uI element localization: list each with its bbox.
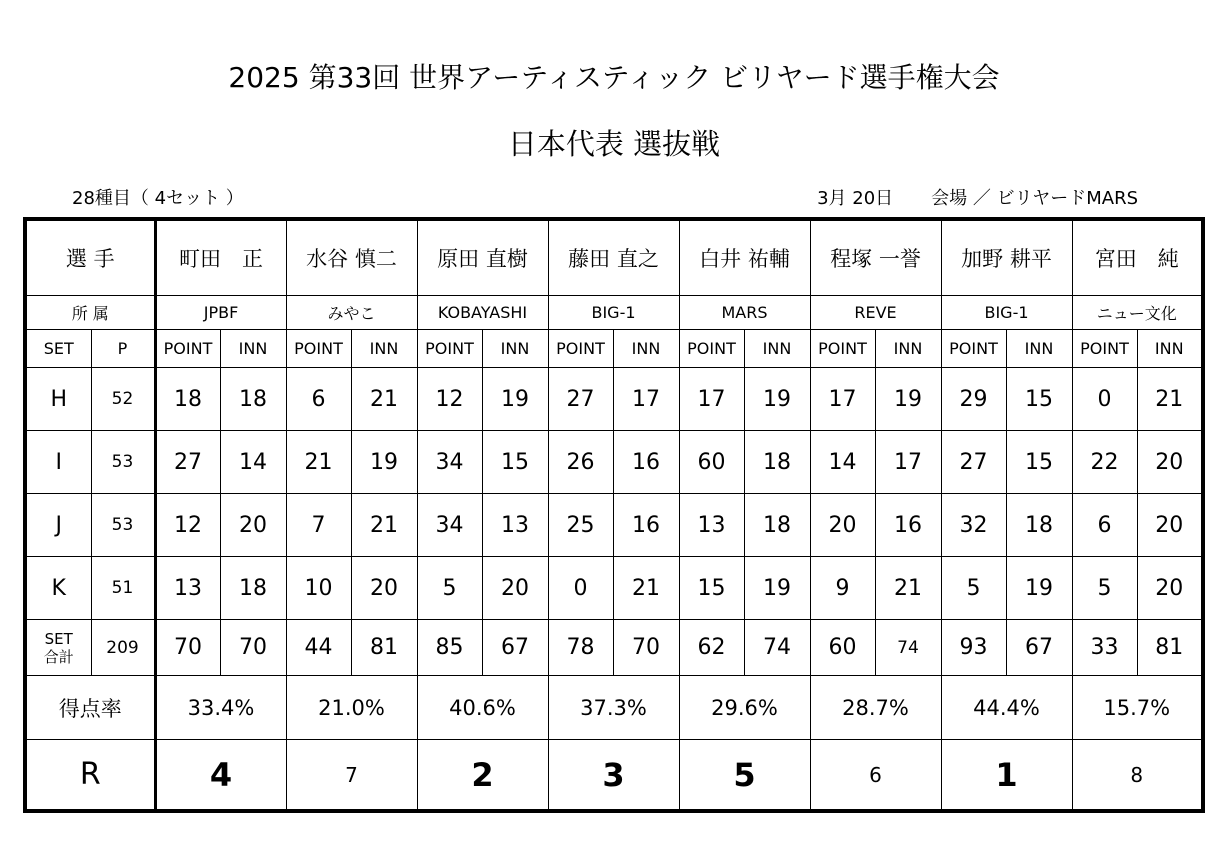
rank-cell: 3 [548,740,679,812]
set-row [25,431,1203,494]
inn-column-header: INN [744,330,810,368]
score-rate-cell: 21.0% [286,676,417,740]
point-cell: 5 [417,557,482,620]
player-club: REVE [810,296,941,330]
inn-cell: 19 [482,368,548,431]
rank-cell: 8 [1072,740,1203,812]
inn-cell: 20 [1137,557,1203,620]
rank-cell: 2 [417,740,548,812]
rank-cell: 1 [941,740,1072,812]
inn-cell: 19 [875,368,941,431]
point-cell: 27 [941,431,1006,494]
total-point-cell: 62 [679,620,744,676]
player-name: 程塚 一誉 [810,219,941,296]
rank-label: R [25,740,155,812]
inn-column-header: INN [220,330,286,368]
inn-cell: 20 [482,557,548,620]
player-name: 白井 祐輔 [679,219,810,296]
player-club: JPBF [155,296,286,330]
point-cell: 0 [548,557,613,620]
point-column-header: POINT [941,330,1006,368]
player-name: 町田 正 [155,219,286,296]
inn-cell: 15 [482,431,548,494]
rank-cell: 6 [810,740,941,812]
total-inn-cell: 81 [351,620,417,676]
inn-column-header: INN [1006,330,1072,368]
point-cell: 0 [1072,368,1137,431]
player-club: BIG-1 [548,296,679,330]
inn-column-header: INN [482,330,548,368]
score-rate-cell: 40.6% [417,676,548,740]
player-name: 宮田 純 [1072,219,1203,296]
inn-cell: 21 [613,557,679,620]
point-column-header: POINT [548,330,613,368]
set-row [25,557,1203,620]
point-cell: 13 [155,557,220,620]
point-cell: 17 [679,368,744,431]
point-cell: 13 [679,494,744,557]
rank-cell: 4 [155,740,286,812]
inn-column-header: INN [613,330,679,368]
set-name: K [25,557,91,620]
score-rate-cell: 29.6% [679,676,810,740]
club-row [25,296,1203,330]
inn-cell: 15 [1006,368,1072,431]
inn-column-header: INN [875,330,941,368]
set-total-row [25,620,1203,676]
inn-cell: 13 [482,494,548,557]
set-p: 53 [91,494,155,557]
point-cell: 10 [286,557,351,620]
total-point-cell: 44 [286,620,351,676]
inn-cell: 18 [220,557,286,620]
player-name-row [25,219,1203,296]
total-inn-cell: 70 [613,620,679,676]
point-cell: 27 [155,431,220,494]
inn-cell: 19 [744,557,810,620]
total-point-cell: 33 [1072,620,1137,676]
player-name: 原田 直樹 [417,219,548,296]
score-rate-cell: 44.4% [941,676,1072,740]
inn-cell: 20 [1137,431,1203,494]
rank-cell: 5 [679,740,810,812]
document-title: 2025 第33回 世界アーティスティック ビリヤード選手権大会 [228,61,1000,94]
point-cell: 20 [810,494,875,557]
player-name: 加野 耕平 [941,219,1072,296]
total-inn-cell: 74 [744,620,810,676]
inn-cell: 19 [351,431,417,494]
point-cell: 18 [155,368,220,431]
inn-cell: 16 [613,431,679,494]
events-info: 28種目（ 4セット ） [72,188,244,209]
point-column-header: POINT [810,330,875,368]
player-club: ニュー文化 [1072,296,1203,330]
point-cell: 5 [1072,557,1137,620]
inn-cell: 18 [220,368,286,431]
inn-cell: 17 [875,431,941,494]
point-cell: 5 [941,557,1006,620]
player-club: KOBAYASHI [417,296,548,330]
rank-cell: 7 [286,740,417,812]
score-rate-label: 得点率 [25,676,155,740]
inn-cell: 20 [220,494,286,557]
point-cell: 12 [155,494,220,557]
point-cell: 27 [548,368,613,431]
point-column-header: POINT [155,330,220,368]
inn-cell: 16 [613,494,679,557]
inn-column-header: INN [351,330,417,368]
total-point-cell: 85 [417,620,482,676]
document-subtitle: 日本代表 選抜戦 [507,127,721,161]
set-row [25,368,1203,431]
score-rate-cell: 28.7% [810,676,941,740]
set-total-label [25,620,91,676]
venue: 会場 ／ ビリヤードMARS [931,188,1138,209]
player-name: 藤田 直之 [548,219,679,296]
event-date: 3月 20日 [817,188,894,209]
total-inn-cell: 67 [1006,620,1072,676]
point-cell: 34 [417,431,482,494]
point-cell: 34 [417,494,482,557]
total-point-cell: 93 [941,620,1006,676]
point-cell: 7 [286,494,351,557]
point-cell: 17 [810,368,875,431]
total-point-cell: 78 [548,620,613,676]
point-cell: 9 [810,557,875,620]
column-header-row [25,330,1203,368]
results-table [23,217,1205,813]
point-cell: 6 [286,368,351,431]
player-label: 選 手 [25,219,155,296]
point-column-header: POINT [1072,330,1137,368]
total-point-cell: 60 [810,620,875,676]
inn-cell: 19 [744,368,810,431]
point-cell: 25 [548,494,613,557]
point-cell: 32 [941,494,1006,557]
set-p: 53 [91,431,155,494]
point-cell: 22 [1072,431,1137,494]
set-total-label-line2: 合計 [43,647,74,666]
point-cell: 14 [810,431,875,494]
rank-row [25,740,1203,812]
set-total-label-line1: SET [44,629,73,648]
set-name: J [25,494,91,557]
date-venue-info [817,184,1138,210]
total-inn-cell: 67 [482,620,548,676]
point-column-header: POINT [679,330,744,368]
inn-cell: 21 [1137,368,1203,431]
set-column-header: SET [25,330,91,368]
point-cell: 29 [941,368,1006,431]
point-cell: 6 [1072,494,1137,557]
set-name: H [25,368,91,431]
set-row [25,494,1203,557]
inn-cell: 21 [351,494,417,557]
inn-cell: 21 [875,557,941,620]
score-rate-cell: 37.3% [548,676,679,740]
point-cell: 12 [417,368,482,431]
score-rate-cell: 33.4% [155,676,286,740]
inn-cell: 18 [1006,494,1072,557]
point-cell: 60 [679,431,744,494]
inn-cell: 15 [1006,431,1072,494]
total-inn-cell: 74 [875,620,941,676]
player-club: MARS [679,296,810,330]
point-cell: 26 [548,431,613,494]
set-name: I [25,431,91,494]
set-p: 52 [91,368,155,431]
point-cell: 21 [286,431,351,494]
inn-cell: 18 [744,494,810,557]
inn-cell: 14 [220,431,286,494]
inn-cell: 17 [613,368,679,431]
inn-cell: 18 [744,431,810,494]
total-inn-cell: 70 [220,620,286,676]
point-column-header: POINT [286,330,351,368]
inn-cell: 16 [875,494,941,557]
club-label: 所 属 [25,296,155,330]
inn-cell: 20 [1137,494,1203,557]
player-name: 水谷 慎二 [286,219,417,296]
total-p: 209 [91,620,155,676]
point-cell: 15 [679,557,744,620]
player-club: BIG-1 [941,296,1072,330]
inn-cell: 21 [351,368,417,431]
set-p: 51 [91,557,155,620]
inn-column-header: INN [1137,330,1203,368]
score-rate-row [25,676,1203,740]
total-inn-cell: 81 [1137,620,1203,676]
score-rate-cell: 15.7% [1072,676,1203,740]
player-club: みやこ [286,296,417,330]
p-column-header: P [91,330,155,368]
total-point-cell: 70 [155,620,220,676]
point-column-header: POINT [417,330,482,368]
inn-cell: 20 [351,557,417,620]
inn-cell: 19 [1006,557,1072,620]
